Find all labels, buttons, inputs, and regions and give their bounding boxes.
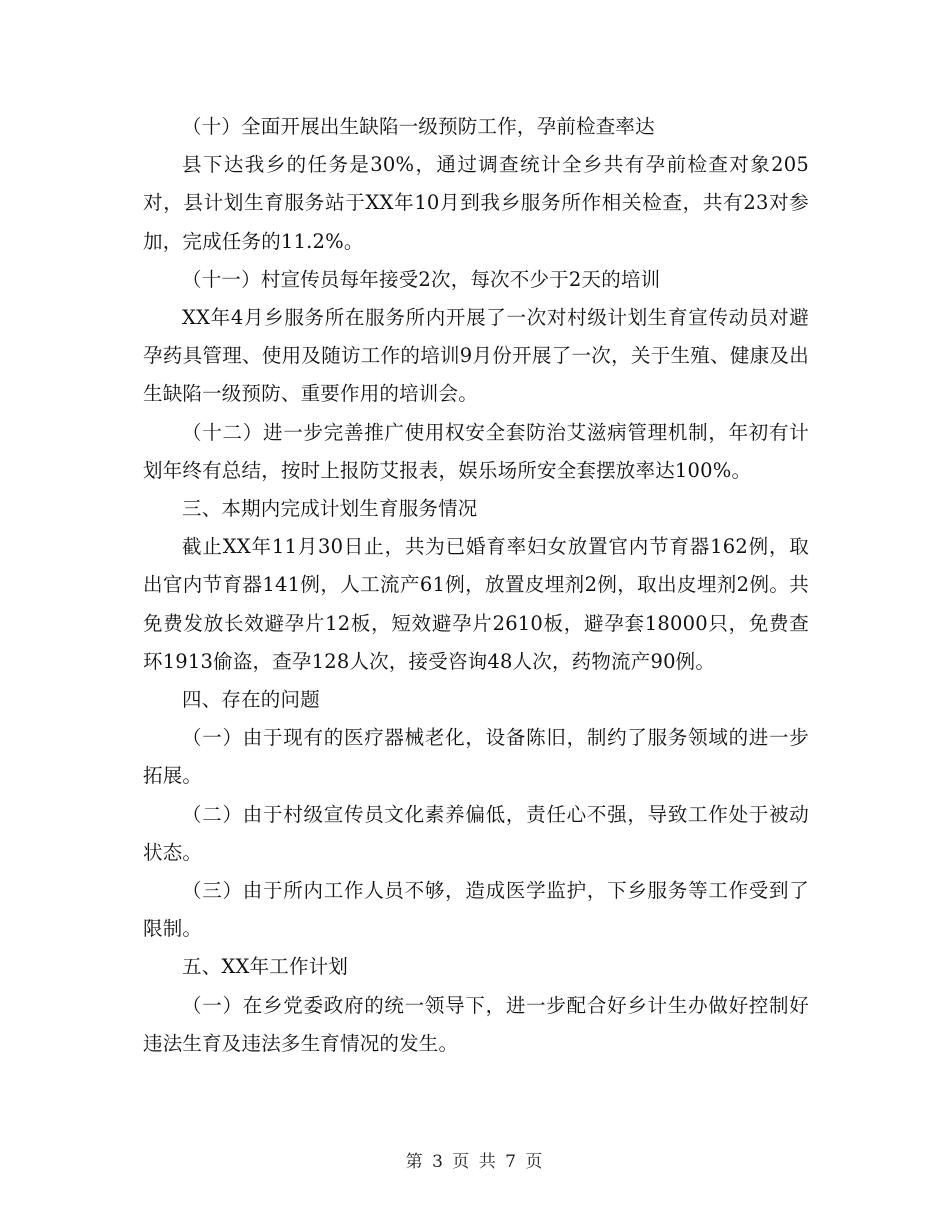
paragraph: 截止XX年11月30日止，共为已婚育率妇女放置官内节育器162例，取出官内节育器141例，人工流产61例，放置皮埋剂2例，取出皮埋剂2例。共免费发放长效避孕片12板，短效避孕片2610板，避孕套18000只，免费查环1913偷盗，查孕128人次，接受咨询48人次，药物流产90例。	[143, 535, 809, 673]
page-number-footer: 第 3 页 共 7 页	[405, 1152, 545, 1172]
section-heading: 三、本期内完成计划生育服务情况	[182, 497, 478, 521]
paragraph: （一）在乡党委政府的统一领导下，进一步配合好乡计生办做好控制好违法生育及违法多生育情况的发生。	[143, 993, 809, 1055]
document-body	[143, 108, 809, 1063]
paragraph: XX年4月乡服务所在服务所内开展了一次对村级计划生育宣传动员对避孕药具管理、使用及随访工作的培训9月份开展了一次，关于生殖、健康及出生缺陷一级预防、重要作用的培训会。	[143, 306, 809, 406]
paragraph: （十一）村宣传员每年接受2次，每次不少于2天的培训	[182, 267, 661, 291]
paragraph: （十）全面开展出生缺陷一级预防工作，孕前检查率达	[182, 115, 655, 138]
paragraph: （一）由于现有的医疗器械老化，设备陈旧，制约了服务领域的进一步拓展。	[143, 726, 809, 788]
paragraph: 县下达我乡的任务是30%，通过调查统计全乡共有孕前检查对象205对，县计划生育服务站于XX年10月到我乡服务所作相关检查，共有23对参加，完成任务的11.2%。	[143, 153, 809, 253]
section-heading: 四、存在的问题	[182, 688, 320, 712]
section-heading: 五、XX年工作计划	[182, 955, 349, 979]
paragraph: （十二）进一步完善推广使用权安全套防治艾滋病管理机制，年初有计划年终有总结，按时上报防艾报表，娱乐场所安全套摆放率达100%。	[143, 420, 809, 482]
paragraph: （二）由于村级宣传员文化素养偏低，责任心不强，导致工作处于被动状态。	[143, 802, 809, 864]
paragraph: （三）由于所内工作人员不够，造成医学监护，下乡服务等工作受到了限制。	[143, 879, 809, 941]
